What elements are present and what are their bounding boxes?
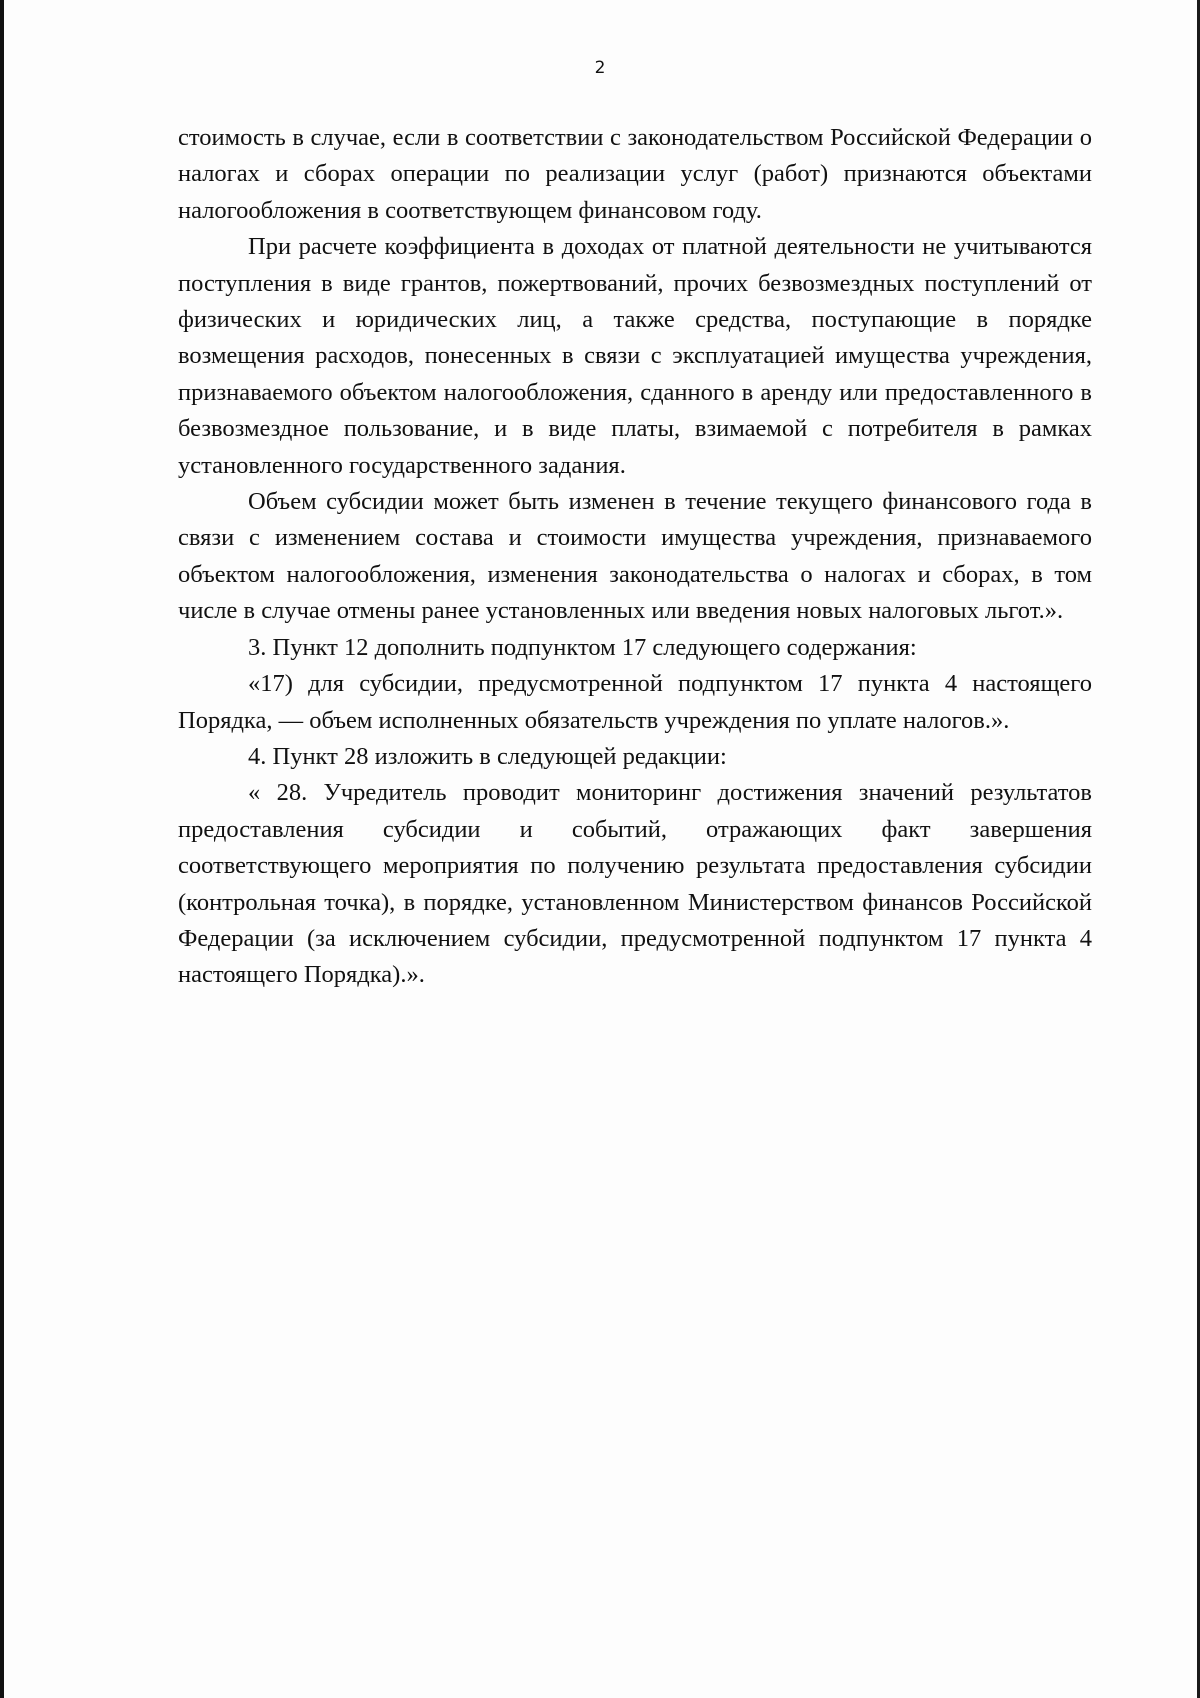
paragraph-item-28: « 28. Учредитель проводит мониторинг достижения значений результатов предоставления субсидии и событий, отражающих факт завершения соответствующего мероприятия по получению результата предоставления субсидии (контрольная точка), в порядке, установленном Министерством финансов Российской Федерации (за исключением субсидии, предусмотренной подпунктом 17 пункта 4 настоящего Порядка).». <box>178 779 1092 989</box>
paragraph-coefficient: При расчете коэффициента в доходах от платной деятельности не учитываются поступления в виде грантов, пожертвований, прочих безвозмездных поступлений от физических и юридических лиц, а также средства, поступающие в порядке возмещения расходов, понесенных в связи с эксплуатацией имущества учреждения, признаваемого объектом налогообложения, сданного в аренду или предоставленного в безвозмездное пользование, и в виде платы, взимаемой с потребителя в рамках установленного государственного задания. <box>178 233 1092 479</box>
paragraph-continuation: стоимость в случае, если в соответствии с законодательством Российской Федерации о налогах и сборах операции по реализации услуг (работ) признаются объектами налогообложения в соответствующем финансовом году. <box>178 124 1092 224</box>
paragraph-item-3: 3. Пункт 12 дополнить подпунктом 17 следующего содержания: <box>248 633 917 661</box>
paragraph-subsidy-volume: Объем субсидии может быть изменен в течение текущего финансового года в связи с изменением состава и стоимости имущества учреждения, признаваемого объектом налогообложения, изменения законодательства о налогах и сборах, в том числе в случае отмены ранее установленных или введения новых налоговых льгот.». <box>178 488 1092 625</box>
paragraph-subitem-17: «17) для субсидии, предусмотренной подпунктом 17 пункта 4 настоящего Порядка, — объем исполненных обязательств учреждения по уплате налогов.». <box>178 670 1092 734</box>
document-body <box>178 120 1092 994</box>
page-number: 2 <box>594 58 606 78</box>
paragraph-item-4: 4. Пункт 28 изложить в следующей редакции: <box>248 742 727 770</box>
scan-left-edge <box>0 0 4 1698</box>
